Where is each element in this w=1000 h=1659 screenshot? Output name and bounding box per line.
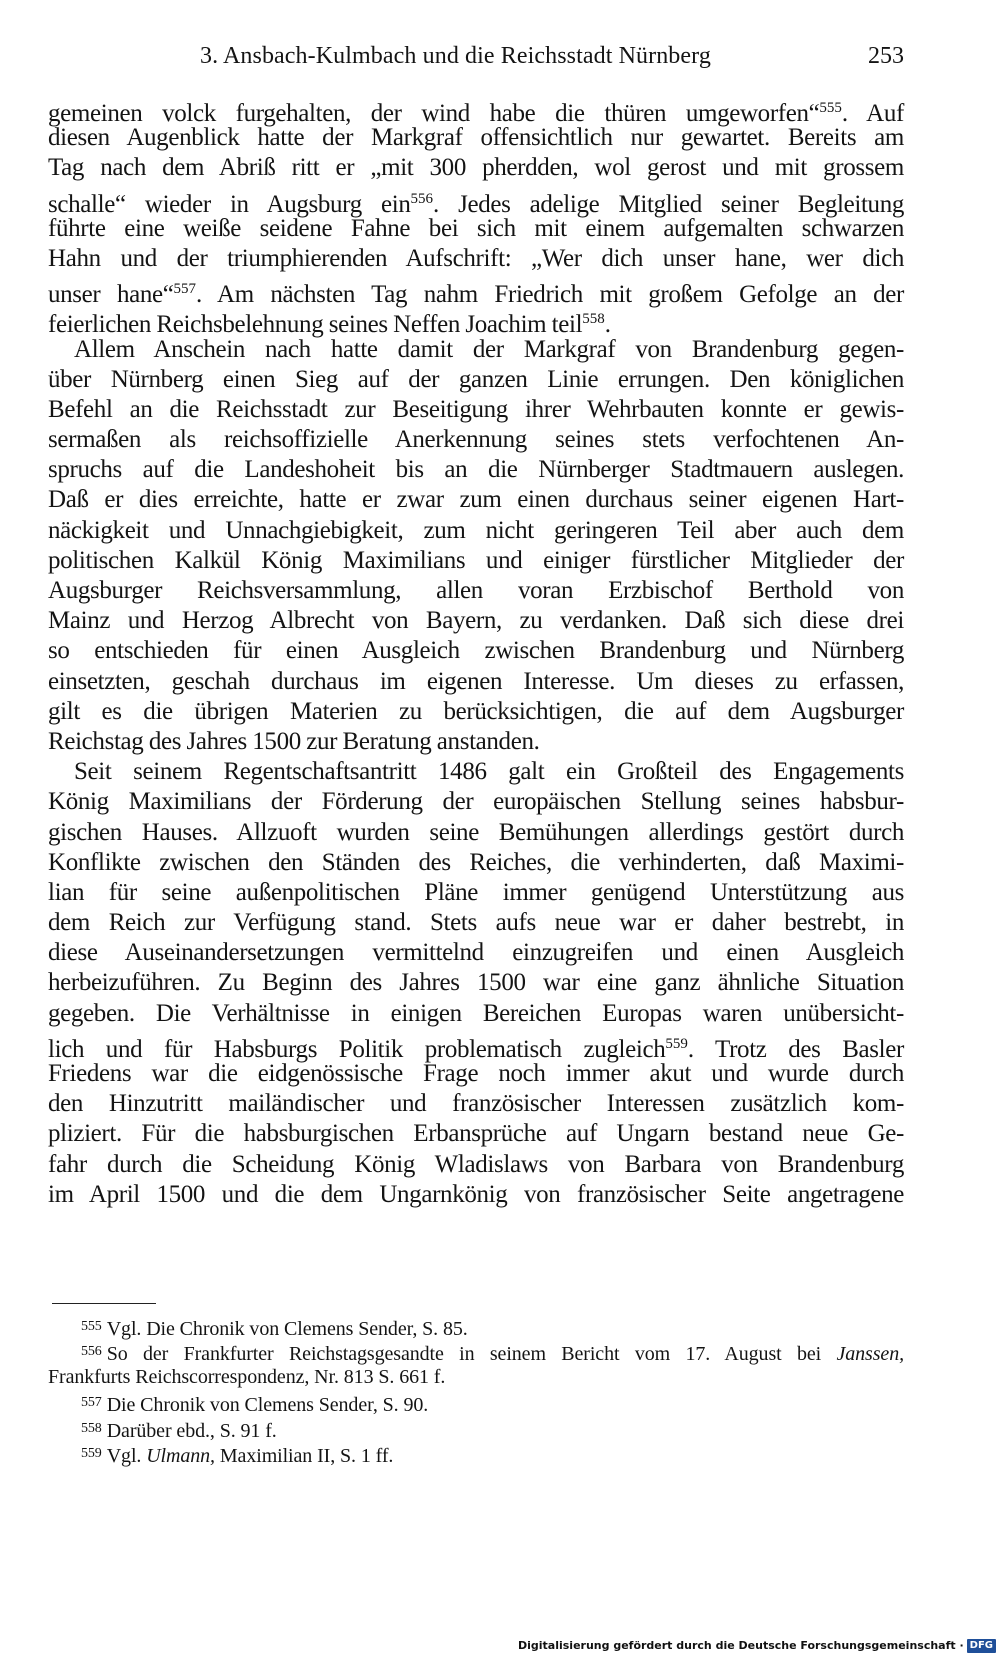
text-line: so entschieden für einen Ausgleich zwischen Brandenburg und Nürnberg: [48, 637, 904, 665]
text-line: einsetzten, geschah durchaus im eigenen Interesse. Um dieses zu erfassen,: [48, 667, 904, 695]
footnote-558: $^{558}$ Darüber ebd., S. 91 f.: [81, 1419, 277, 1442]
text-line: näckigkeit und Unnachgiebigkeit, zum nicht geringeren Teil aber auch dem: [48, 516, 904, 544]
footnote-number: 558: [81, 1420, 102, 1436]
text-line: lian für seine außenpolitischen Pläne immer genügend Unterstützung aus: [48, 878, 904, 906]
text-line: Tag nach dem Abriß ritt er „mit 300 pherdden, wol gerost und mit grossem: [48, 154, 904, 182]
text-line: über Nürnberg einen Sieg auf der ganzen Linie errungen. Den königlichen: [48, 365, 904, 393]
text-line: führte eine weiße seidene Fahne bei sich mit einem aufgemalten schwarzen: [48, 214, 904, 242]
text-line: Befehl an die Reichsstadt zur Beseitigung ihrer Wehrbauten konnte er gewis-: [48, 395, 904, 423]
page-header: [48, 36, 904, 76]
text-line: herbeizuführen. Zu Beginn des Jahres 1500 war eine ganz ähnliche Situation: [48, 969, 904, 997]
author-name: Janssen,: [836, 1343, 904, 1366]
text-line: im April 1500 und die dem Ungarnkönig von französischer Seite angetragene: [48, 1180, 904, 1208]
text-line: gemeinen volck furgehalten, der wind habe die thüren umgeworfen“$^{555}$. Auf: [48, 100, 904, 127]
text-line: politischen Kalkül König Maximilians und einiger fürstlicher Mitglieder der: [48, 546, 904, 574]
footnote-ref-557[interactable]: 557: [173, 281, 196, 298]
body-text: [48, 93, 904, 1210]
text-line: schalle“ wieder in Augsburg ein$^{556}$. Jedes adelige Mitglied seiner Begleitung: [48, 190, 904, 218]
text-line: diesen Augenblick hatte der Markgraf offensichtlich nur gewartet. Bereits am: [48, 124, 904, 152]
footnote-ref-559[interactable]: 559: [665, 1035, 688, 1052]
running-head: 3. Ansbach-Kulmbach und die Reichsstadt Nürnberg: [200, 43, 711, 69]
text-line: gilt es die übrigen Materien zu berücksichtigen, die auf dem Augsburger: [48, 697, 904, 725]
footnote-number: 559: [81, 1445, 102, 1461]
text-line: Augsburger Reichsversammlung, allen voran Erzbischof Berthold von: [48, 577, 904, 604]
text-line: Seit seinem Regentschaftsantritt 1486 galt ein Großteil des Engagements: [74, 758, 904, 786]
footnote-number: 557: [81, 1395, 102, 1411]
footnote-557: $^{557}$ Die Chronik von Clemens Sender, S. 90.: [81, 1394, 429, 1417]
text-line: pliziert. Für die habsburgischen Erbansprüche auf Ungarn bestand neue Ge-: [48, 1120, 904, 1148]
text-line: Hahn und der triumphierenden Aufschrift: „Wer dich unser hane, wer dich: [48, 244, 904, 272]
text-line: feierlichen Reichsbelehnung seines Neffen Joachim teil$^{558}$.: [48, 311, 611, 339]
text-line: lich und für Habsburgs Politik problematisch zugleich$^{559}$. Trotz des Basler: [48, 1035, 904, 1063]
text-line: spruchs auf die Landeshoheit bis an die Nürnberger Stadtmauern auslegen.: [48, 456, 904, 484]
page-number: 253: [868, 43, 904, 69]
footnote-number: 555: [81, 1319, 102, 1334]
text-line: gischen Hauses. Allzuoft wurden seine Bemühungen allerdings gestört durch: [48, 818, 904, 846]
text-line: fahr durch die Scheidung König Wladislaws von Barbara von Brandenburg: [48, 1150, 904, 1178]
text-line: Reichstag des Jahres 1500 zur Beratung anstanden.: [48, 727, 540, 755]
footnote-ref-555[interactable]: 555: [819, 100, 842, 116]
text-line: Konflikte zwischen den Ständen des Reiches, die verhinderten, daß Maximi-: [48, 848, 904, 876]
text-line: diese Auseinandersetzungen vermittelnd einzugreifen und einen Ausgleich: [48, 939, 904, 967]
footnote-555: $^{555}$ Vgl. Die Chronik von Clemens Sender, S. 85.: [81, 1318, 468, 1340]
author-name: Ulmann,: [146, 1444, 215, 1467]
text-line: unser hane“$^{557}$. Am nächsten Tag nahm Friedrich mit großem Gefolge an der: [48, 281, 905, 309]
text-line: gegeben. Die Verhältnisse in einigen Bereichen Europas waren unübersicht-: [48, 999, 904, 1027]
text-line: Friedens war die eidgenössische Frage noch immer akut und wurde durch: [48, 1060, 904, 1087]
footnotes: [48, 1314, 904, 1466]
footnote-556-continuation: Frankfurts Reichscorrespondenz, Nr. 813 S. 661 f.: [48, 1365, 446, 1388]
digitization-credit: Digitalisierung gefördert durch die Deutsche Forschungsgemeinschaft · DFG: [518, 1637, 996, 1655]
text-line: dem Reich zur Verfügung stand. Stets aufs neue war er daher bestrebt, in: [48, 909, 904, 937]
footnote-559: $^{559}$ Vgl. Ulmann, Maximilian II, S. 1 ff.: [81, 1444, 394, 1467]
footnote-number: 556: [81, 1344, 102, 1360]
text-line: Mainz und Herzog Albrecht von Bayern, zu verdanken. Daß sich diese drei: [48, 607, 904, 635]
text-line: Daß er dies erreichte, hatte er zwar zum einen durchaus seiner eigenen Hart-: [48, 486, 904, 514]
footnote-556: $^{556}$ So der Frankfurter Reichstagsgesandte in seinem Bericht vom 17. August bei Janssen,: [81, 1343, 904, 1366]
text-line: den Hinzutritt mailändischer und französischer Interessen zusätzlich kom-: [48, 1090, 904, 1118]
text-line: König Maximilians der Förderung der europäischen Stellung seines habsbur-: [48, 788, 904, 816]
text-line: sermaßen als reichsoffizielle Anerkennung seines stets verfochtenen An-: [48, 426, 904, 454]
text-line: Allem Anschein nach hatte damit der Markgraf von Brandenburg gegen-: [74, 335, 904, 363]
footnote-ref-556[interactable]: 556: [410, 190, 434, 207]
footnote-divider: [52, 1303, 156, 1304]
dfg-logo: DFG: [967, 1639, 996, 1653]
footnote-ref-558[interactable]: 558: [582, 311, 605, 328]
